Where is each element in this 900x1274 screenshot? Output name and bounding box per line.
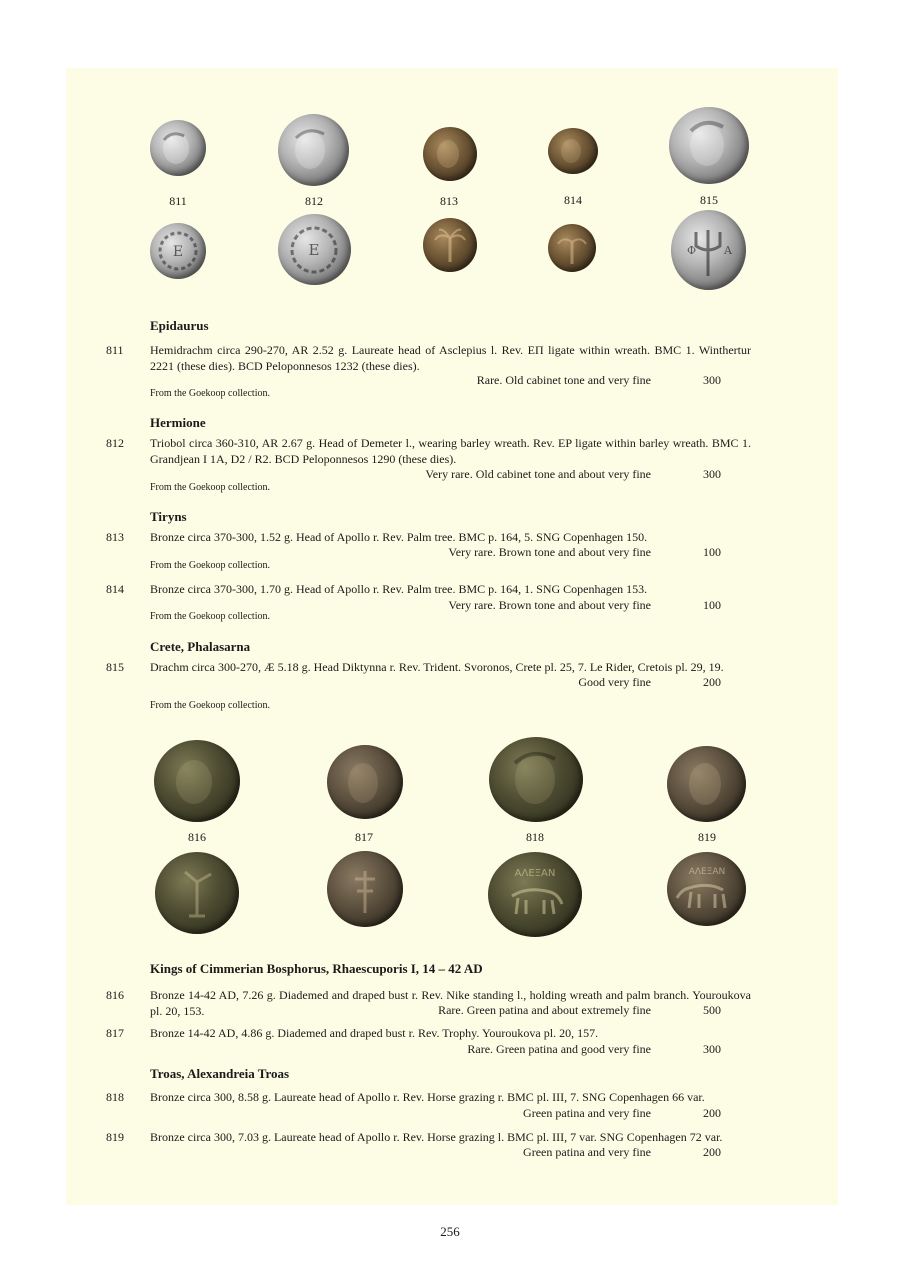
lot-number: 813	[106, 530, 124, 544]
lot-grade: Very rare. Old cabinet tone and about very fine	[425, 467, 651, 481]
lot-description: Bronze circa 300, 8.58 g. Laureate head of Apollo r. Rev. Horse grazing r. BMC pl. III, 7. SNG Copenhagen 66 var.	[150, 1090, 705, 1104]
lot-price: 200	[703, 1145, 721, 1159]
lot-description: Bronze circa 300, 7.03 g. Laureate head of Apollo r. Rev. Horse grazing l. BMC pl. III, 7 var. SNG Copenhagen 72 var.	[150, 1130, 723, 1144]
lot-price: 100	[703, 545, 721, 559]
lot-number: 815	[106, 660, 124, 674]
lot-description: Bronze circa 370-300, 1.52 g. Head of Apollo r. Rev. Palm tree. BMC p. 164, 5. SNG Copenhagen 150.	[150, 530, 648, 544]
coin-label: 819	[698, 830, 716, 844]
coin-label: 815	[700, 193, 718, 207]
lot-grade-line	[477, 373, 721, 388]
lot-price: 200	[703, 675, 721, 689]
lot-number: 816	[106, 988, 124, 1002]
lot-grade-line	[523, 1145, 721, 1160]
lot-grade: Rare. Green patina and good very fine	[467, 1042, 651, 1056]
lot-description: Bronze 14-42 AD, 7.26 g. Diademed and draped bust r. Rev. Nike standing l., holding wreath and palm branch. Youroukova pl. 20, 153.	[150, 988, 751, 1018]
svg-text:Φ: Φ	[687, 244, 697, 257]
lot-grade: Green patina and very fine	[523, 1106, 651, 1120]
section-heading: Troas, Alexandreia Troas	[150, 1066, 290, 1081]
lot-provenance: From the Goekoop collection.	[150, 560, 270, 571]
lot-provenance: From the Goekoop collection.	[150, 700, 270, 711]
lot-grade: Rare. Old cabinet tone and very fine	[476, 373, 651, 387]
lot-price: 100	[703, 598, 721, 612]
coin-815-obverse	[669, 107, 749, 184]
coin-817-reverse	[327, 851, 403, 927]
lot-price: 300	[703, 373, 721, 387]
coin-label: 817	[355, 830, 373, 844]
lot-grade: Green patina and very fine	[523, 1145, 651, 1159]
lot-number: 818	[106, 1090, 124, 1104]
coin-814-reverse	[548, 224, 596, 272]
lot-price: 300	[703, 467, 721, 481]
lot-grade-line	[438, 1003, 721, 1018]
svg-text:Ε: Ε	[308, 241, 320, 259]
coin-813-obverse	[423, 127, 477, 181]
coin-819-reverse	[667, 852, 746, 926]
coin-812-reverse	[278, 214, 351, 285]
lot-number: 814	[106, 582, 124, 596]
coin-812-obverse	[278, 114, 349, 186]
lot-grade-line	[448, 598, 721, 613]
coin-811-obverse	[150, 120, 206, 176]
lot-description: Hemidrachm circa 290-270, AR 2.52 g. Laureate head of Asclepius l. Rev. ЕΠ ligate within wreath. BMC 1. Winthertur 2221 (these dies). BCD Peloponnesos 1232 (these dies).	[150, 343, 751, 373]
lot-grade: Very rare. Brown tone and about very fine	[448, 598, 651, 612]
lot-grade-line	[425, 467, 721, 482]
coin-816-reverse	[155, 852, 239, 934]
lot-grade: Rare. Green patina and about extremely fine	[438, 1003, 651, 1017]
lot-description: Bronze circa 370-300, 1.70 g. Head of Apollo r. Rev. Palm tree. BMC p. 164, 1. SNG Copenhagen 153.	[150, 582, 648, 596]
coin-label: 812	[305, 194, 323, 208]
coin-inscription: ΑΛΕΞΑΝ	[514, 868, 556, 879]
coin-818-reverse	[488, 852, 582, 937]
lot-number: 811	[106, 343, 124, 357]
lot-price: 300	[703, 1042, 721, 1056]
svg-text:Ε: Ε	[172, 244, 184, 260]
section-heading: Tiryns	[150, 509, 187, 524]
lot-provenance: From the Goekoop collection.	[150, 388, 270, 399]
coin-label: 813	[440, 194, 458, 208]
lot-grade: Very rare. Brown tone and about very fine	[448, 545, 651, 559]
lot-price: 500	[703, 1003, 721, 1017]
lot-provenance: From the Goekoop collection.	[150, 611, 270, 622]
coin-label: 816	[188, 830, 206, 844]
lot-price: 200	[703, 1106, 721, 1120]
lot-grade-line	[578, 675, 721, 690]
lot-description: Drachm circa 300-270, Æ 5.18 g. Head Diktynna r. Rev. Trident. Svoronos, Crete pl. 25, 7. Le Rider, Cretois pl. 29, 19.	[150, 660, 724, 674]
coin-label: 818	[526, 830, 544, 844]
lot-description: Bronze 14-42 AD, 4.86 g. Diademed and draped bust r. Rev. Trophy. Youroukova pl. 20, 157.	[150, 1026, 599, 1040]
lot-provenance: From the Goekoop collection.	[150, 482, 270, 493]
lot-grade-line	[448, 545, 721, 560]
coin-818-obverse	[489, 737, 583, 822]
section-heading: Hermione	[150, 415, 206, 430]
lot-grade-line	[467, 1042, 721, 1057]
lot-number: 817	[106, 1026, 124, 1040]
coin-817-obverse	[327, 745, 403, 819]
coin-811-reverse	[150, 223, 206, 279]
lot-number: 812	[106, 436, 124, 450]
coin-815-reverse	[671, 210, 746, 290]
coin-label: 811	[169, 194, 187, 208]
coin-813-reverse	[423, 218, 477, 272]
coin-label: 814	[564, 193, 582, 207]
lot-grade: Good very fine	[578, 675, 651, 689]
coin-814-obverse	[548, 128, 598, 174]
coin-816-obverse	[154, 740, 240, 822]
lot-description: Triobol circa 360-310, AR 2.67 g. Head of Demeter l., wearing barley wreath. Rev. EP ligate within barley wreath. BMC 1. Grandjean I 1A, D2 / R2. BCD Peloponnesos 1290 (these dies).	[150, 436, 751, 466]
section-heading: Kings of Cimmerian Bosphorus, Rhaescuporis I, 14 – 42 AD	[150, 961, 483, 976]
lot-number: 819	[106, 1130, 124, 1144]
section-heading: Crete, Phalasarna	[150, 639, 251, 654]
lot-grade-line	[523, 1106, 721, 1121]
coin-819-obverse	[667, 746, 746, 822]
section-heading: Epidaurus	[150, 318, 209, 333]
page-number: 256	[440, 1224, 460, 1239]
coin-inscription: ΑΛΕΞΑΝ	[688, 867, 726, 877]
svg-text:Α: Α	[724, 244, 732, 257]
